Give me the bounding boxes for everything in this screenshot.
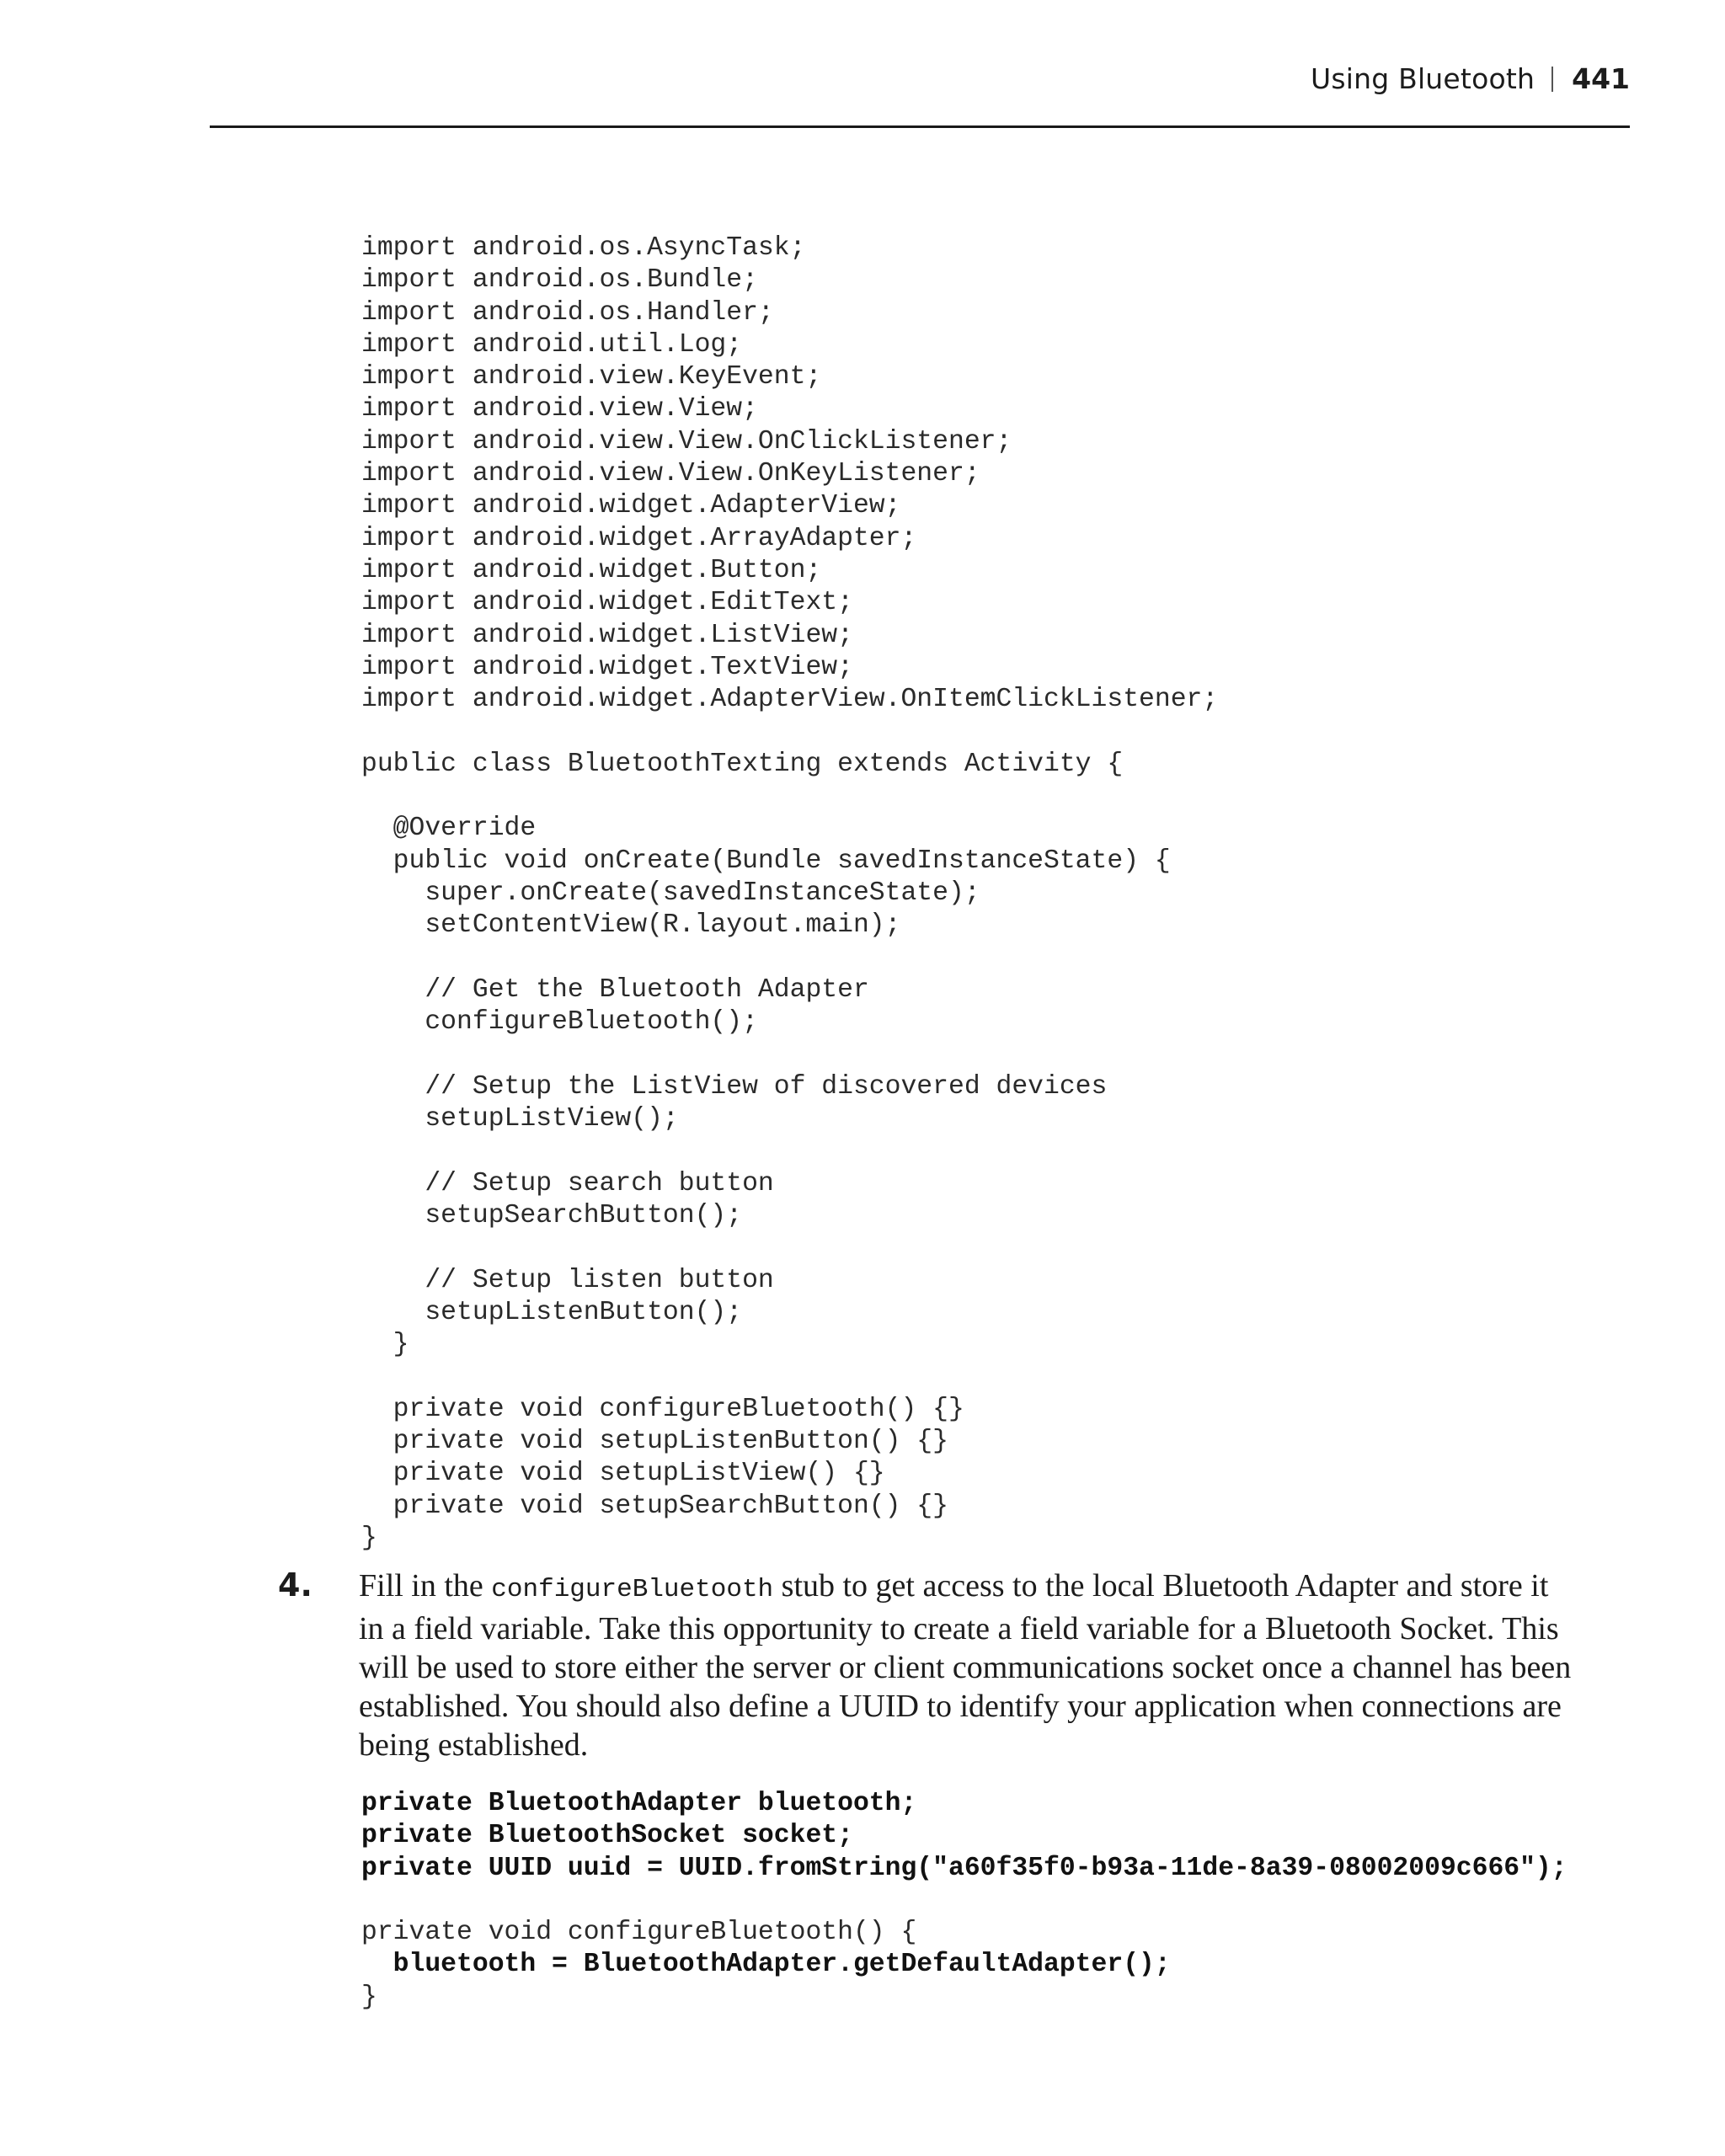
code-line: @Override: [361, 814, 537, 844]
code-line: private void setupSearchButton() {}: [361, 1491, 948, 1521]
code-line: }: [361, 1330, 409, 1360]
code-line: // Setup search button: [361, 1168, 774, 1198]
code-line: import android.widget.Button;: [361, 555, 822, 585]
code-line: }: [361, 1982, 377, 2012]
code-line: private void configureBluetooth() {}: [361, 1394, 964, 1424]
header-rule: [210, 125, 1630, 128]
code-line: private BluetoothAdapter bluetooth;: [361, 1789, 917, 1818]
code-line: setupListenButton();: [361, 1297, 743, 1327]
step-text-before: Fill in the: [359, 1568, 492, 1604]
code-listing-imports-class: [361, 232, 1218, 1555]
code-line: import android.widget.EditText;: [361, 588, 853, 618]
code-line: import android.os.Handler;: [361, 297, 774, 328]
code-line: import android.view.View;: [361, 394, 758, 424]
code-line: // Setup the ListView of discovered devices: [361, 1071, 1108, 1102]
code-line: [361, 716, 1218, 748]
code-listing-fields: [361, 1788, 1567, 2014]
running-head-separator: [1551, 67, 1553, 92]
code-line: import android.util.Log;: [361, 329, 743, 360]
code-line: [361, 1232, 1218, 1264]
code-line: import android.view.View.OnKeyListener;: [361, 459, 980, 489]
code-line: import android.view.View.OnClickListener;: [361, 426, 1012, 456]
code-line: import android.widget.AdapterView.OnItemClickListener;: [361, 685, 1219, 715]
page-number: 441: [1572, 62, 1630, 95]
code-line: import android.os.AsyncTask;: [361, 233, 806, 263]
step-paragraph: [359, 1566, 1572, 1764]
running-head: [1311, 62, 1630, 95]
code-line: [361, 1038, 1218, 1070]
code-line: [361, 1135, 1218, 1167]
code-line: public class BluetoothTexting extends Activity {: [361, 749, 1124, 779]
code-line: import android.widget.AdapterView;: [361, 491, 901, 521]
code-line: setContentView(R.layout.main);: [361, 910, 901, 941]
code-line: [361, 1361, 1218, 1393]
code-line: import android.widget.ListView;: [361, 620, 853, 650]
code-line: configureBluetooth();: [361, 1007, 758, 1038]
code-line: // Setup listen button: [361, 1265, 774, 1295]
code-line: import android.widget.ArrayAdapter;: [361, 523, 917, 553]
code-line: [361, 1885, 1567, 1917]
code-line: private void setupListenButton() {}: [361, 1426, 948, 1456]
code-line: import android.widget.TextView;: [361, 652, 853, 682]
code-line: bluetooth = BluetoothAdapter.getDefaultAdapter();: [361, 1950, 1171, 1980]
code-line: }: [361, 1523, 377, 1553]
code-line: // Get the Bluetooth Adapter: [361, 974, 869, 1005]
code-line: import android.view.KeyEvent;: [361, 362, 822, 392]
code-line: [361, 942, 1218, 974]
code-line: private void configureBluetooth() {: [361, 1918, 917, 1948]
code-line: private void setupListView() {}: [361, 1459, 885, 1489]
step-text-after: stub to get access to the local Bluetooth Adapter and store it in a field variable. Take this opportunity to create a field variable for a Bluetooth Socket. This will be used to store either the server or client communications socket once a channel has been established. You should also define a UUID to identify your application when connections are being established.: [359, 1568, 1572, 1763]
code-line: public void onCreate(Bundle savedInstanceState) {: [361, 846, 1171, 876]
code-line: private UUID uuid = UUID.fromString("a60f35f0-b93a-11de-8a39-08002009c666");: [361, 1853, 1567, 1883]
code-line: super.onCreate(savedInstanceState);: [361, 878, 980, 908]
code-line: setupSearchButton();: [361, 1200, 743, 1230]
step-inline-code: configureBluetooth: [491, 1575, 774, 1604]
code-line: private BluetoothSocket socket;: [361, 1821, 853, 1851]
step-number: 4.: [278, 1566, 312, 1604]
running-head-title: Using Bluetooth: [1311, 62, 1535, 95]
code-line: import android.os.Bundle;: [361, 265, 758, 296]
code-line: [361, 781, 1218, 813]
code-line: setupListView();: [361, 1104, 679, 1134]
